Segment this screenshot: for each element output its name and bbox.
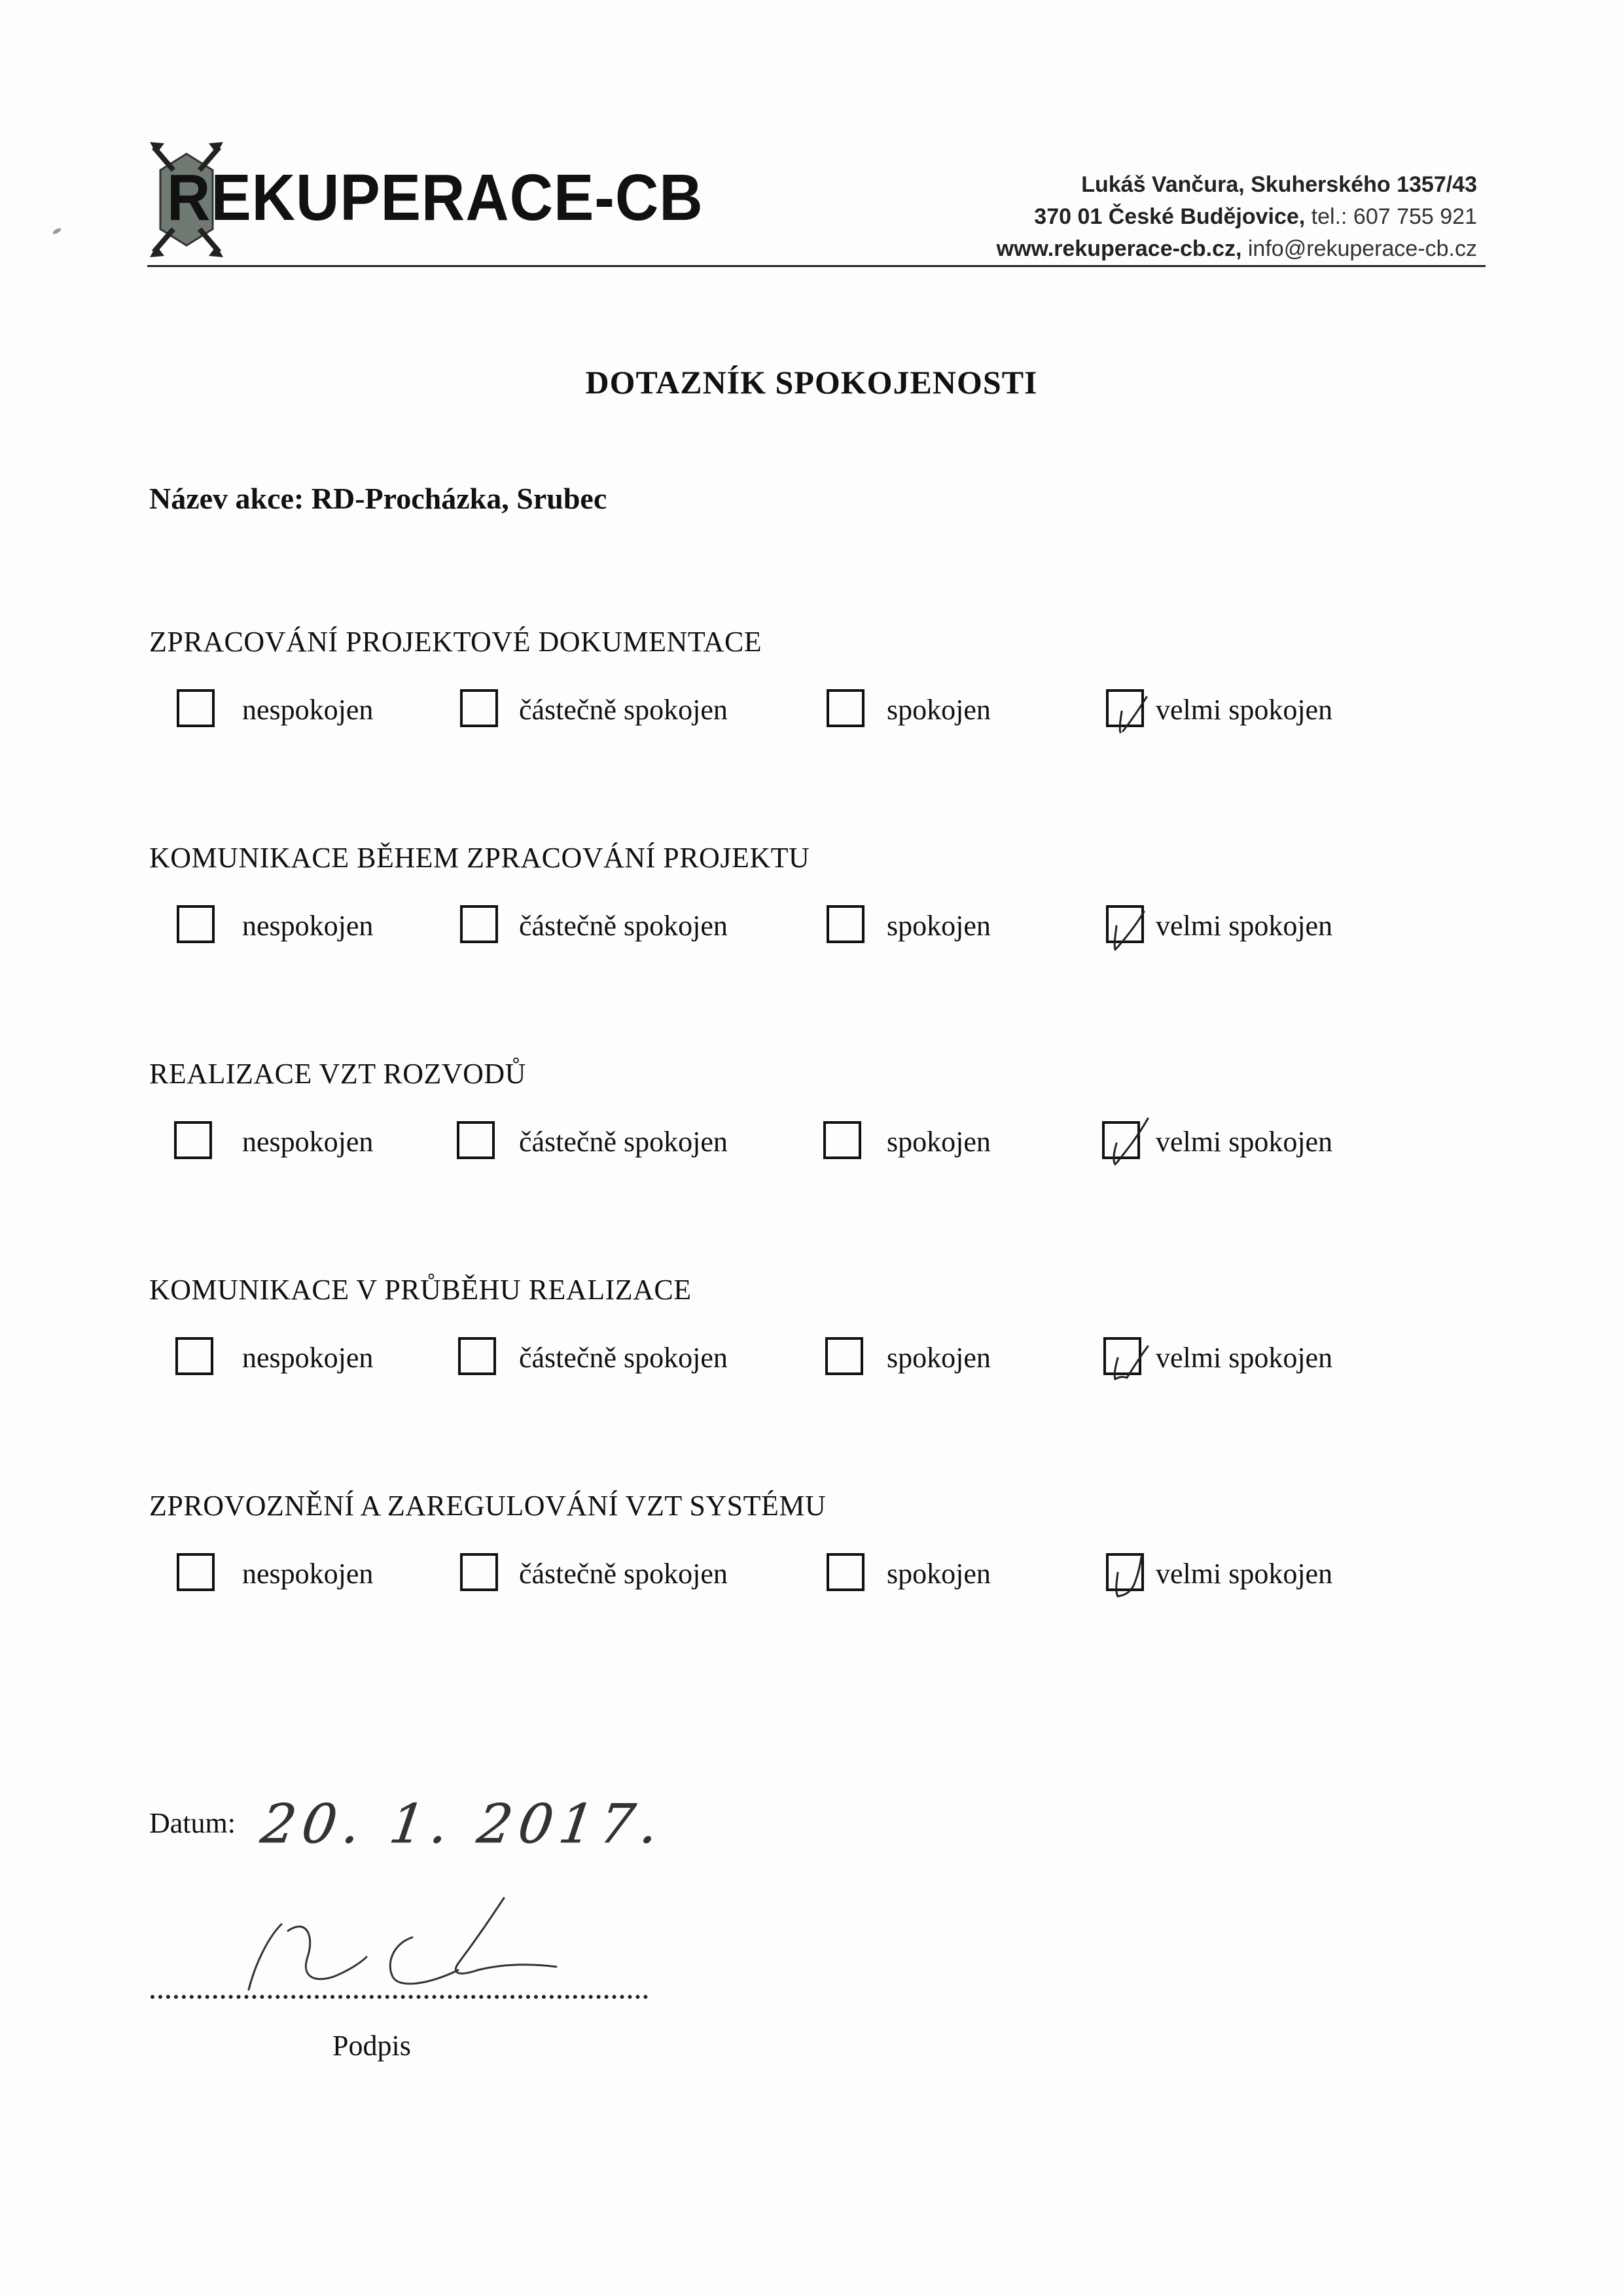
date-label: Datum: <box>149 1807 236 1839</box>
checkbox[interactable] <box>827 1553 865 1591</box>
question-2 <box>149 841 1484 985</box>
signature-label: Podpis <box>332 2030 411 2062</box>
handwritten-check-icon <box>1103 899 1156 955</box>
header-divider <box>147 265 1486 267</box>
option-label: částečně spokojen <box>519 1558 728 1590</box>
date-value: 20. 1. 2017. <box>257 1793 669 1856</box>
contact-website: www.rekuperace-cb.cz, <box>996 236 1242 261</box>
option-label: spokojen <box>887 694 991 726</box>
option-label: spokojen <box>887 1126 991 1158</box>
event-name: Název akce: RD-Procházka, Srubec <box>149 482 607 515</box>
logo-text: REKUPERACE-CB <box>167 161 704 234</box>
checkbox[interactable] <box>823 1121 861 1159</box>
handwritten-check-icon <box>1099 1115 1152 1171</box>
question-1 <box>149 625 1484 769</box>
handwritten-signature <box>151 1767 674 2042</box>
option-label: částečně spokojen <box>519 694 728 726</box>
option-label: nespokojen <box>242 1342 374 1374</box>
option-label: částečně spokojen <box>519 910 728 942</box>
contact-email: info@rekuperace-cb.cz <box>1247 236 1477 261</box>
contact-line-city <box>997 201 1477 233</box>
question-title: REALIZACE VZT ROZVODŮ <box>149 1058 526 1090</box>
checkbox[interactable] <box>177 689 215 727</box>
question-title: KOMUNIKACE V PRŮBĚHU REALIZACE <box>149 1274 692 1306</box>
checkbox[interactable] <box>460 1553 498 1591</box>
company-logo <box>147 134 704 265</box>
option-label: nespokojen <box>242 910 374 942</box>
option-label: částečně spokojen <box>519 1342 728 1374</box>
question-3 <box>149 1057 1484 1201</box>
signature-line <box>151 1995 648 1999</box>
handwritten-check-icon <box>1101 1331 1153 1387</box>
option-label: velmi spokojen <box>1156 1558 1333 1590</box>
option-label: velmi spokojen <box>1156 1126 1333 1158</box>
contact-line-web <box>997 233 1477 265</box>
option-label: velmi spokojen <box>1156 694 1333 726</box>
option-label: nespokojen <box>242 1558 374 1590</box>
checkbox[interactable] <box>457 1121 495 1159</box>
question-4 <box>149 1273 1484 1417</box>
handwritten-check-icon <box>1103 1547 1156 1603</box>
checkbox[interactable] <box>460 905 498 943</box>
option-label: nespokojen <box>242 694 374 726</box>
contact-city: 370 01 České Budějovice, <box>1034 204 1306 229</box>
checkbox[interactable] <box>825 1337 863 1375</box>
checkbox-checked[interactable] <box>1103 1337 1141 1375</box>
option-label: velmi spokojen <box>1156 910 1333 942</box>
handwritten-check-icon <box>1103 683 1156 739</box>
checkbox-checked[interactable] <box>1106 905 1144 943</box>
checkbox[interactable] <box>458 1337 496 1375</box>
question-title: ZPROVOZNĚNÍ A ZAREGULOVÁNÍ VZT SYSTÉMU <box>149 1490 827 1522</box>
option-label: částečně spokojen <box>519 1126 728 1158</box>
question-title: KOMUNIKACE BĚHEM ZPRACOVÁNÍ PROJEKTU <box>149 842 810 874</box>
checkbox[interactable] <box>177 1553 215 1591</box>
checkbox[interactable] <box>827 905 865 943</box>
company-contact <box>997 169 1477 265</box>
checkbox[interactable] <box>175 1337 213 1375</box>
checkbox[interactable] <box>174 1121 212 1159</box>
contact-name-address: Lukáš Vančura, Skuherského 1357/43 <box>1081 172 1477 197</box>
checkbox[interactable] <box>460 689 498 727</box>
checkbox-checked[interactable] <box>1106 1553 1144 1591</box>
checkbox[interactable] <box>827 689 865 727</box>
option-label: spokojen <box>887 910 991 942</box>
checkbox[interactable] <box>177 905 215 943</box>
checkbox-checked[interactable] <box>1102 1121 1140 1159</box>
contact-phone: tel.: 607 755 921 <box>1311 204 1477 229</box>
question-5 <box>149 1489 1484 1633</box>
option-label: velmi spokojen <box>1156 1342 1333 1374</box>
option-label: nespokojen <box>242 1126 374 1158</box>
checkbox-checked[interactable] <box>1106 689 1144 727</box>
option-label: spokojen <box>887 1558 991 1590</box>
question-title: ZPRACOVÁNÍ PROJEKTOVÉ DOKUMENTACE <box>149 626 762 658</box>
form-title: DOTAZNÍK SPOKOJENOSTI <box>585 364 1038 401</box>
option-label: spokojen <box>887 1342 991 1374</box>
